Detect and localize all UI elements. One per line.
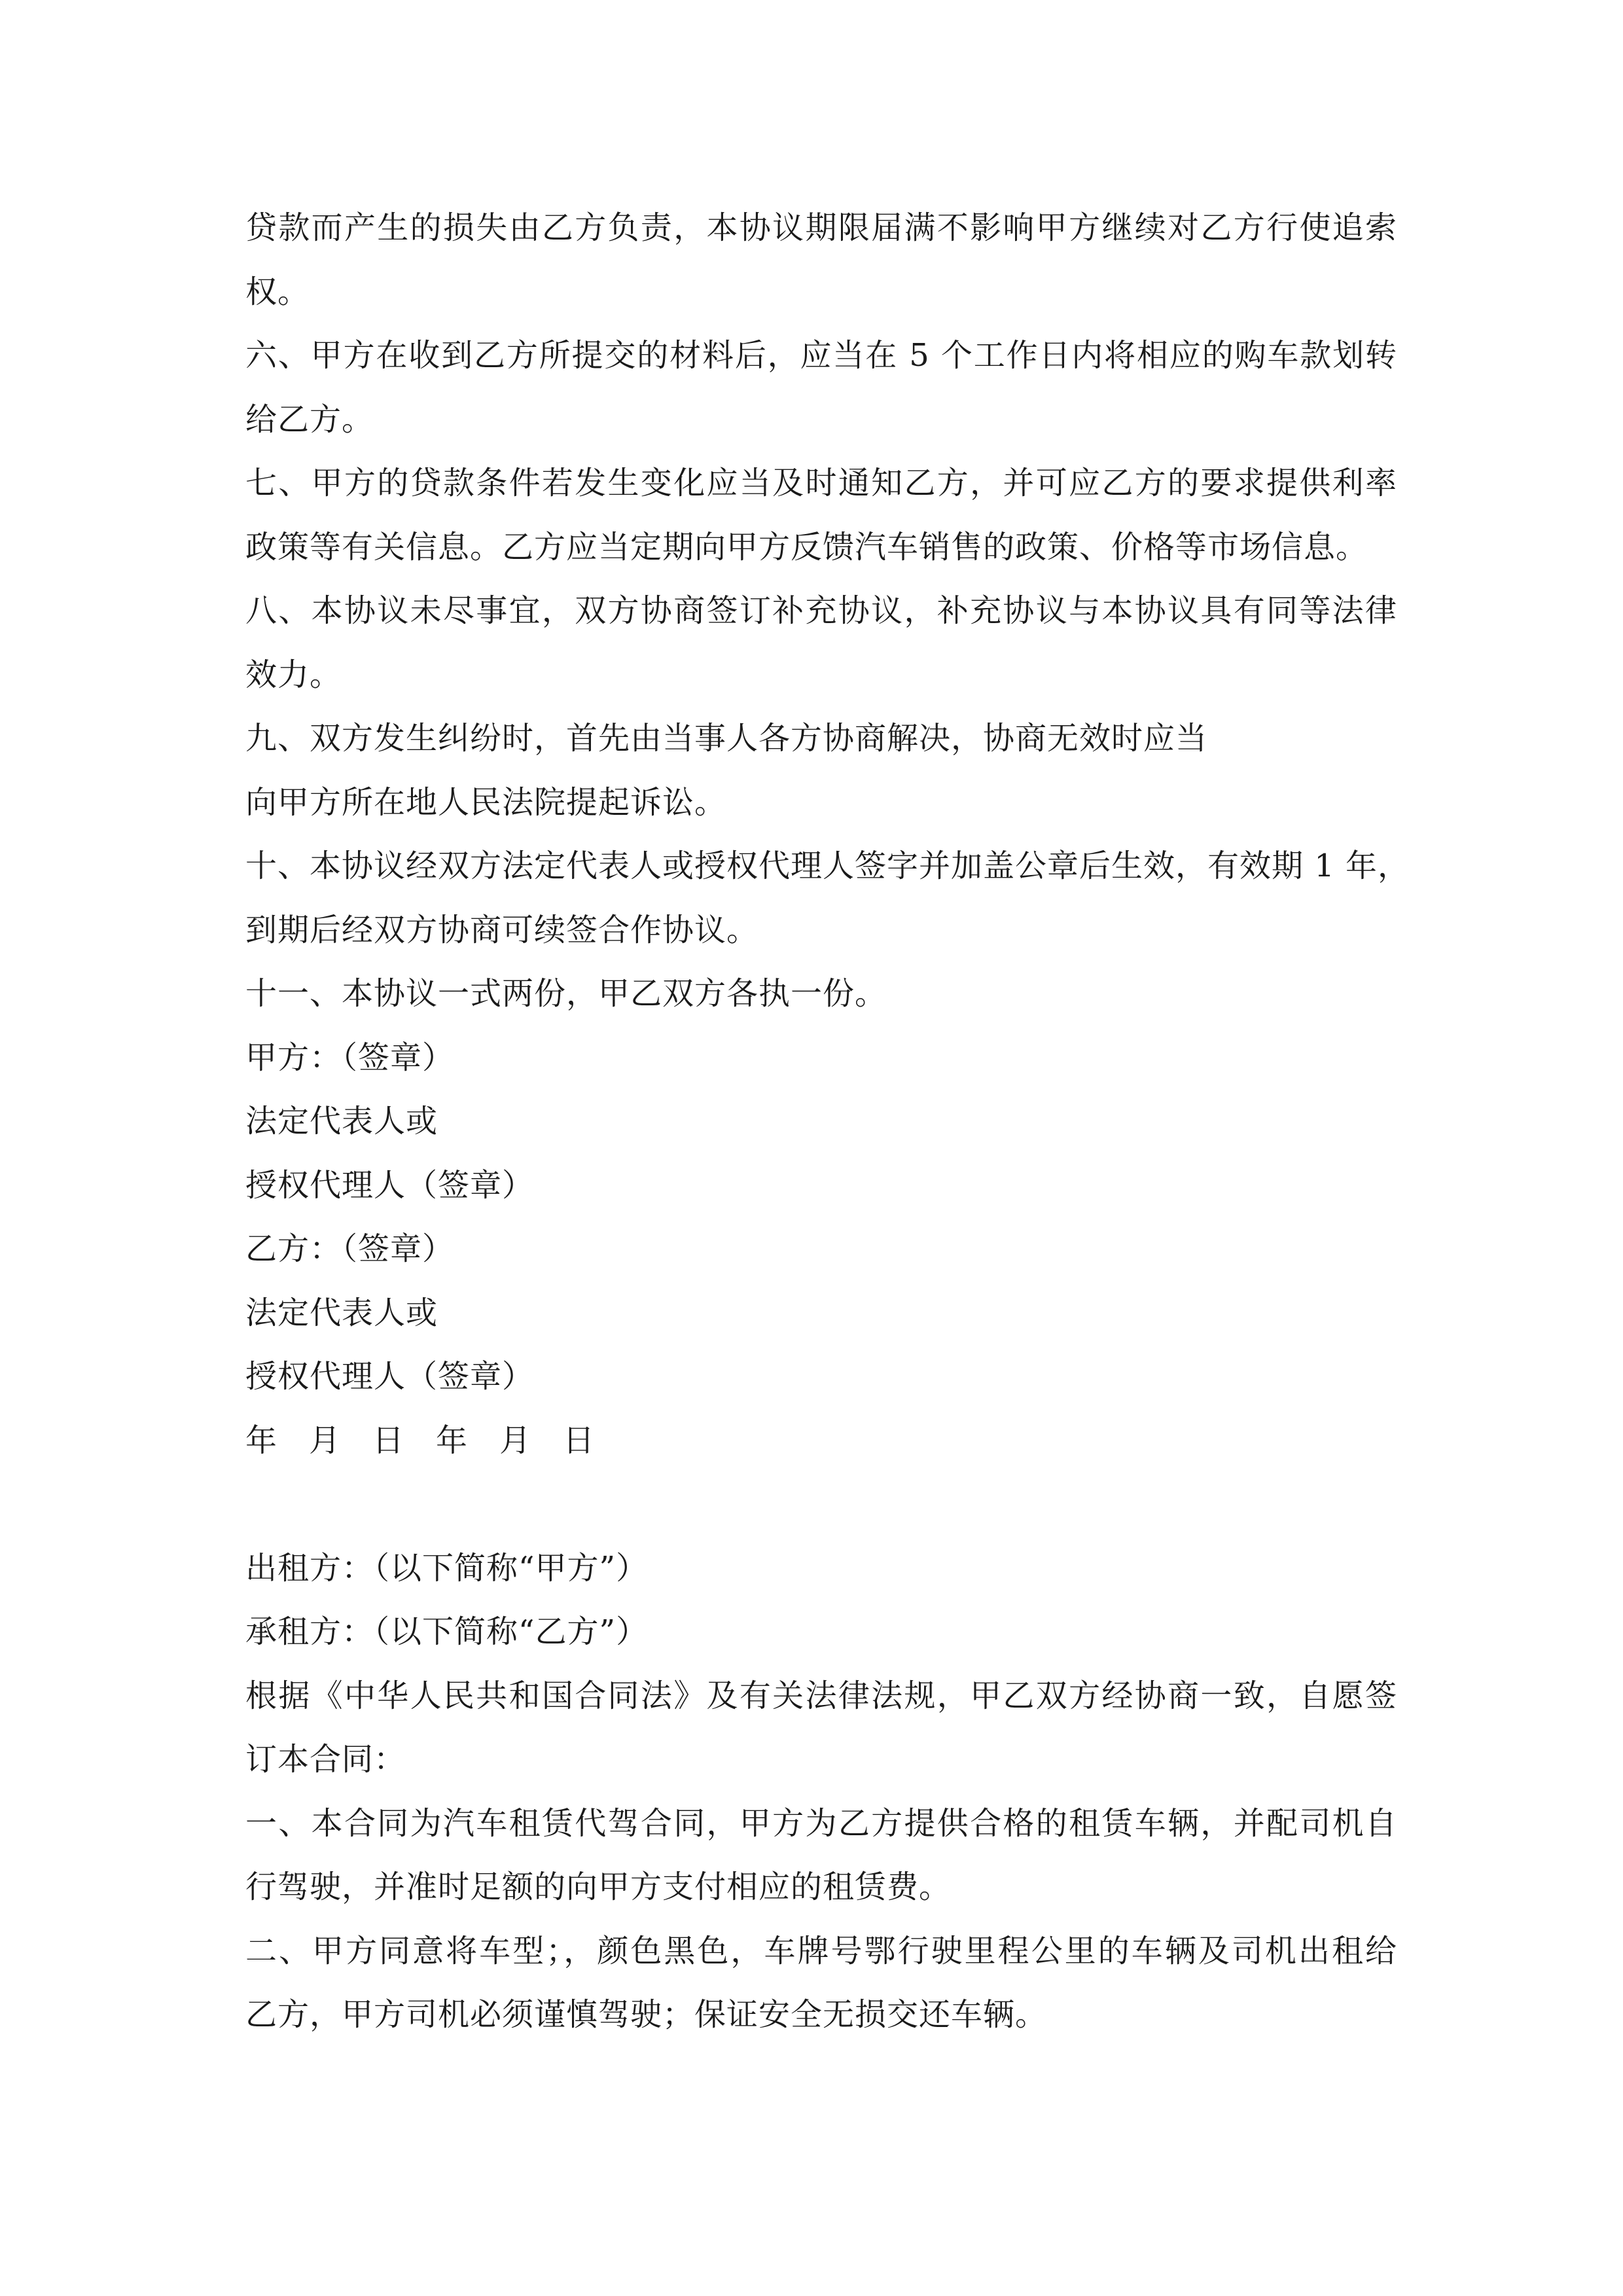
clause-10-line: 到期后经双方协商可续签合作协议。 xyxy=(245,911,759,948)
party-a-signature: 甲方：（签章） xyxy=(245,1039,455,1076)
clause-9-line: 九、双方发生纠纷时，首先由当事人各方协商解决，协商无效时应当 xyxy=(245,720,1208,757)
paragraph-line: 权。 xyxy=(245,273,310,310)
clause-6-line: 给乙方。 xyxy=(245,401,374,438)
clause-8-line: 效力。 xyxy=(245,656,342,693)
paragraph-line: 贷款而产生的损失由乙方负责，本协议期限届满不影响甲方继续对乙方行使追索 xyxy=(245,209,1397,246)
clause-7-line: 政策等有关信息。乙方应当定期向甲方反馈汽车销售的政策、价格等市场信息。 xyxy=(245,528,1368,565)
party-b-signature: 乙方：（签章） xyxy=(245,1230,455,1267)
date-day-a: 日 xyxy=(372,1422,405,1459)
section-gap xyxy=(245,1473,1397,1537)
rental-clause-2-line: 乙方，甲方司机必须谨慎驾驶；保证安全无损交还车辆。 xyxy=(245,1996,1048,2033)
rental-clause-1-line: 一、本合同为汽车租赁代驾合同，甲方为乙方提供合格的租赁车辆，并配司机自 xyxy=(245,1804,1397,1842)
date-day-b: 日 xyxy=(563,1422,596,1459)
party-b-agent: 授权代理人（签章） xyxy=(245,1358,535,1395)
party-b-representative: 法定代表人或 xyxy=(245,1294,438,1331)
date-month-b: 月 xyxy=(499,1422,532,1459)
preamble-line: 根据《中华人民共和国合同法》及有关法律法规，甲乙双方经协商一致，自愿签 xyxy=(245,1677,1397,1714)
date-month-a: 月 xyxy=(309,1422,342,1459)
clause-11-line: 十一、本协议一式两份，甲乙双方各执一份。 xyxy=(245,975,887,1012)
party-a-representative: 法定代表人或 xyxy=(245,1103,438,1139)
clause-6-line: 六、甲方在收到乙方所提交的材料后，应当在 5 个工作日内将相应的购车款划转 xyxy=(245,337,1397,374)
date-year-a: 年 xyxy=(245,1422,278,1459)
rental-clause-1-line: 行驾驶，并准时足额的向甲方支付相应的租赁费。 xyxy=(245,1869,952,1905)
document-body xyxy=(245,196,1410,2047)
date-line xyxy=(245,1409,1397,1473)
lessee-line: 承租方：（以下简称“乙方”） xyxy=(245,1613,649,1650)
preamble-line: 订本合同： xyxy=(245,1741,406,1778)
clause-7-line: 七、甲方的贷款条件若发生变化应当及时通知乙方，并可应乙方的要求提供利率 xyxy=(245,465,1397,501)
date-year-b: 年 xyxy=(436,1422,469,1459)
party-a-agent: 授权代理人（签章） xyxy=(245,1166,535,1204)
clause-10-line: 十、本协议经双方法定代表人或授权代理人签字并加盖公章后生效，有效期 1 年， xyxy=(245,848,1410,884)
clause-9-line: 向甲方所在地人民法院提起诉讼。 xyxy=(245,783,727,821)
clause-8-line: 八、本协议未尽事宜，双方协商签订补充协议，补充协议与本协议具有同等法律 xyxy=(245,592,1397,629)
rental-clause-2-line: 二、甲方同意将车型；，颜色黑色，车牌号鄂行驶里程公里的车辆及司机出租给 xyxy=(245,1932,1397,1969)
lessor-line: 出租方：（以下简称“甲方”） xyxy=(245,1549,649,1587)
